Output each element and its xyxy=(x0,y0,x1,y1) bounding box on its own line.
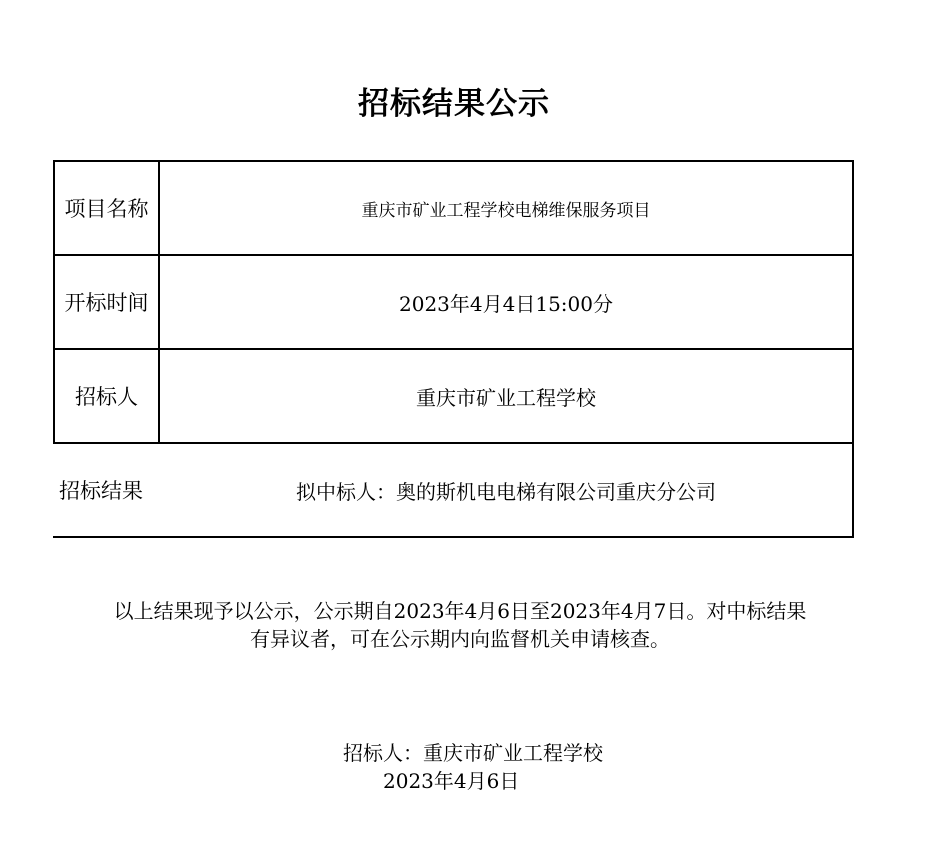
value-opening-time: 2023年4月4日15:00分 xyxy=(399,291,613,316)
label-project-name: 项目名称 xyxy=(64,197,149,221)
table-border-bottom xyxy=(53,536,854,538)
notice-line-1: 以上结果现予以公示，公示期自2023年4月6日至2023年4月7日。对中标结果 xyxy=(113,599,807,623)
table-border-right xyxy=(852,160,854,538)
label-tenderer: 招标人 xyxy=(75,385,138,409)
signature-issuer: 招标人：重庆市矿业工程学校 xyxy=(343,741,603,765)
value-tenderer: 重庆市矿业工程学校 xyxy=(416,385,596,410)
value-tender-result: 拟中标人：奥的斯机电电梯有限公司重庆分公司 xyxy=(296,479,716,504)
notice-line-2: 有异议者，可在公示期内向监督机关申请核查。 xyxy=(250,627,670,651)
page-title: 招标结果公示 xyxy=(358,86,550,122)
value-project-name: 重庆市矿业工程学校电梯维保服务项目 xyxy=(361,200,651,221)
signature-date: 2023年4月6日 xyxy=(383,769,520,793)
label-opening-time: 开标时间 xyxy=(64,291,149,315)
label-tender-result: 招标结果 xyxy=(59,479,143,503)
